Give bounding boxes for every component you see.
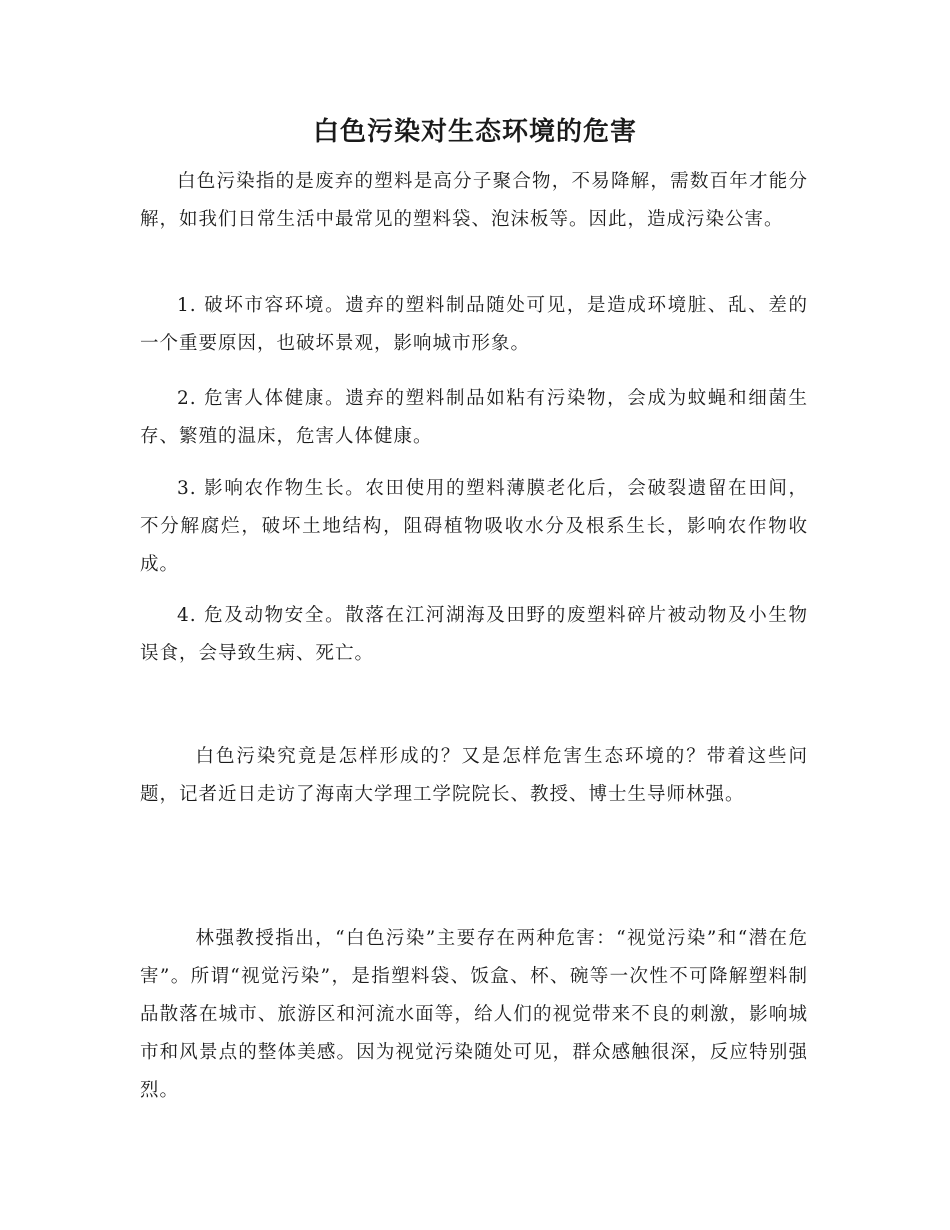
question-paragraph: 白色污染究竟是怎样形成的？又是怎样危害生态环境的？带着这些问题，记者近日走访了海南大学理工学院院长、教授、博士生导师林强。 xyxy=(140,746,808,805)
intro-paragraph: 白色污染指的是废弃的塑料是高分子聚合物，不易降解，需数百年才能分解，如我们日常生活中最常见的塑料袋、泡沫板等。因此，造成污染公害。 xyxy=(140,171,808,230)
list-item-2: 2. 危害人体健康。遗弃的塑料制品如粘有污染物，会成为蚊蝇和细菌生存、繁殖的温床，危害人体健康。 xyxy=(140,388,808,447)
list-item-1: 1. 破坏市容环境。遗弃的塑料制品随处可见，是造成环境脏、乱、差的一个重要原因，也破坏景观，影响城市形象。 xyxy=(140,295,808,354)
list-item-3: 3. 影响农作物生长。农田使用的塑料薄膜老化后，会破裂遗留在田间，不分解腐烂，破坏土地结构，阻碍植物吸收水分及根系生长，影响农作物收成。 xyxy=(140,478,808,575)
expert-paragraph: 林强教授指出，“白色污染”主要存在两种危害：“视觉污染”和“潜在危害”。所谓“视觉污染”，是指塑料袋、饭盒、杯、碗等一次性不可降解塑料制品散落在城市、旅游区和河流水面等，给人们的视觉带来不良的刺激，影响城市和风景点的整体美感。因为视觉污染随处可见，群众感触很深，反应特别强烈。 xyxy=(140,928,808,1101)
list-item-4: 4. 危及动物安全。散落在江河湖海及田野的废塑料碎片被动物及小生物误食，会导致生病、死亡。 xyxy=(140,605,808,664)
document-title: 白色污染对生态环境的危害 xyxy=(312,117,637,147)
